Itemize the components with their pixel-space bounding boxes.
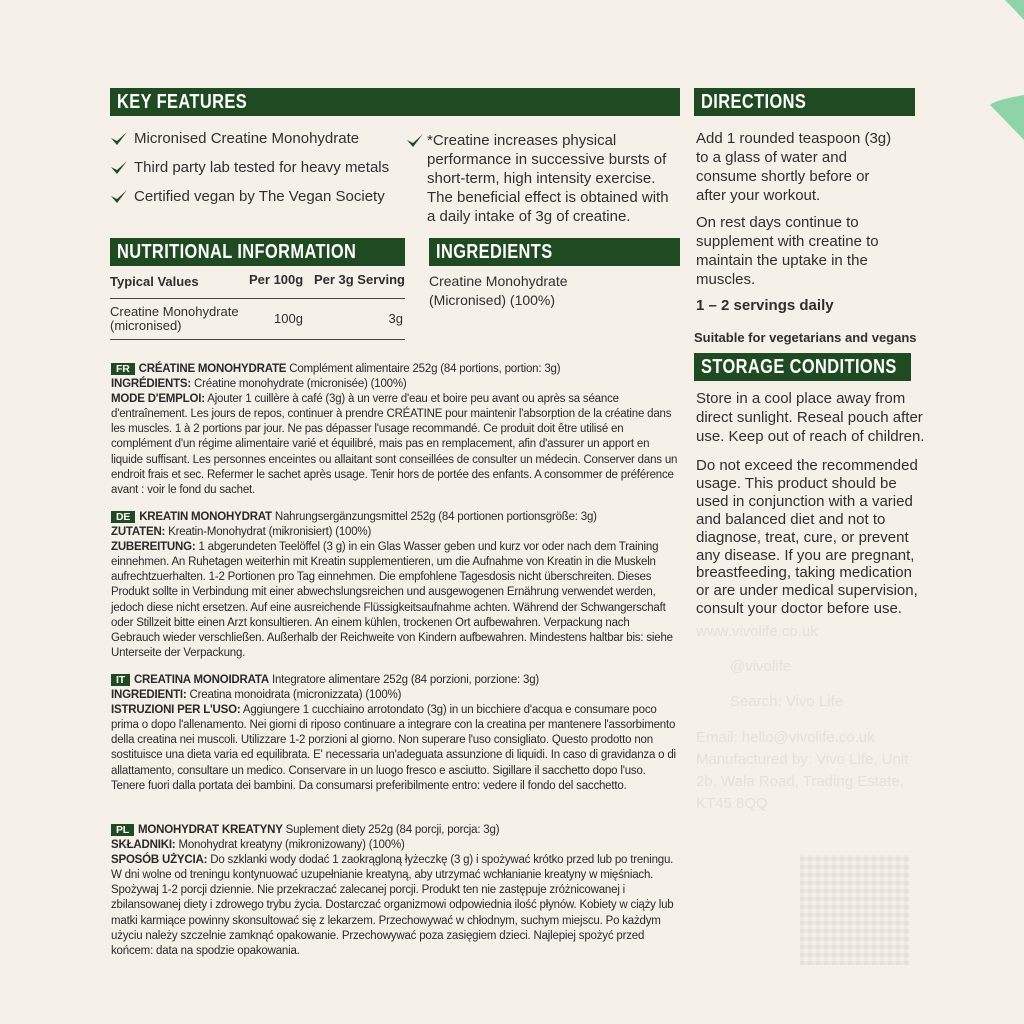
check-icon [406,133,424,149]
ingredients-text: Creatine Monohydrate (Micronised) (100%) [429,273,568,308]
lang-text: Do szklanki wody dodać 1 zaokrągloną łyżeczkę (3 g) i spożywać krótko przed lub po treningu. W dni wolne od treningu kontynuować uzupełnianie kreatyną, aby utrzymać wchłanianie kreatyny w mięśniach. Spożywaj 1-2 porcji dziennie. Nie przekraczać zalecanej porcji. Produkt ten nie zastępuje zróżnicowanej i zbilansowanej diety i zdrowego trybu życia. Dostarczać organizmowi odpowiednia ilość płynów. Kobiety w ciąży lub matki karmiące powinny skonsultować się z lekarzem. Przechowywać w chłodnym, suchym miejscu. Po każdym użyciu należy szczelnie zamknąć opakowanie. Przechowywać poza zasięgiem dzieci. Najlepiej spożyć przed końcem: data na spodzie opakowania. [111,854,674,957]
directions-rest-days: On rest days continue to supplement with creatine to maintain the uptake in the muscles. [696,214,879,288]
nutrition-col-header: Typical Values [110,274,199,289]
website-text: www.vivolife.co.uk [696,623,818,640]
lang-label: ISTRUZIONI PER L'USO: [111,704,241,717]
lang-label: SPOSÓB UŻYCIA: [111,854,208,867]
lang-heading: CRÉATINE MONOHYDRATE [138,363,287,375]
nutrition-row-label: Creatine Monohydrate (micronised) [110,304,239,333]
check-icon [110,131,128,147]
lang-text: Créatine monohydrate (micronisée) (100%) [191,378,407,391]
check-icon [110,189,128,205]
suitable-text: Suitable for vegetarians and vegans [694,330,917,345]
servings-text: 1 – 2 servings daily [696,297,834,314]
creatine-claim: *Creatine increases physical performance in successive bursts of short-term, high intensity exercise. The beneficial effect is obtained with a daily intake of 3g of creatine. [427,132,669,225]
nutrition-col-header: Per 100g [249,272,304,287]
feature-item: Micronised Creatine Monohydrate [134,130,360,147]
lang-text: Monohydrat kreatyny (mikronizowany) (100%) [175,839,405,852]
feature-item: Certified vegan by The Vegan Society [134,188,385,205]
lang-subheading: Nahrungsergänzungsmittel 252g (84 portionen portionsgröße: 3g) [271,511,597,523]
storage-text: Store in a cool place away from direct sunlight. Reseal pouch after use. Keep out of reach of children. [696,390,925,445]
lang-text: Aggiungere 1 cucchiaino arrotondato (3g) in un bicchiere d'acqua e consumare poco prima o dopo l'allenamento. Nei giorni di riposo continuare a integrare con la creatina per mantenere l'assorbimento della creatina nei muscoli. Utilizzare 1-2 porzioni al giorno. Non superare l'uso consigliato. Questo prodotto non sostituisce una dieta varia ed equilibrata. E' necessaria un'adeguata assunzione di liquidi. In caso di gravidanza o di allattamento, consultare un medico. Conservare in un luogo fresco e asciutto. Sigillare il sacchetto dopo l'uso. Tenere fuori dalla portata dei bambini. Da consumarsi preferibilmente entro: vedere il fondo del sacchetto. [111,704,676,792]
feature-item: Third party lab tested for heavy metals [134,159,390,176]
nutrition-row-value: 100g [274,311,303,326]
translation-fr [111,362,681,498]
lang-text: Creatina monoidrata (micronizzata) (100%) [186,689,402,702]
check-icon [110,160,128,176]
translation-pl [111,823,681,959]
leaf-decoration-icon [985,0,1024,160]
translation-it [111,673,681,794]
lang-heading: MONOHYDRAT KREATYNY [138,824,283,836]
lang-text: Ajouter 1 cuillère à café (3g) à un verre d'eau et boire peu avant ou après sa séance d'entraînement. Les jours de repos, continuer à prendre CRÉATINE pour maintenir l'absorption de la créatine dans les muscles. 1 à 2 portions par jour. Ne pas dépasser l'usage recommandé. Ce produit doit être utilisé en complément d'un régime alimentaire varié et équilibré, mais pas en remplacement, afin d'assurer un apport en liquide suffisant. Les personnes enceintes ou allaitant sont conseillées de consulter un médecin. Conserver dans un endroit frais et sec. Refermer le sachet après usage. Tenir hors de portée des enfants. A consommer de préférence avant : voir le fond du sachet. [111,393,678,496]
directions-text: Add 1 rounded teaspoon (3g) to a glass of water and consume shortly before or after your workout. [696,130,892,204]
key-features-header: KEY FEATURES [110,88,680,116]
nutrition-table [110,272,405,340]
lang-badge: PL [111,824,134,836]
address-text: Email: hello@vivolife.co.uk Manufactured by: Vivo Life, Unit 2b, Wala Road, Trading Estate, KT45 8QQ [696,729,909,812]
lang-subheading: Suplement diety 252g (84 porcji, porcja: 3g) [282,824,500,836]
lang-heading: KREATIN MONOHYDRAT [139,511,272,523]
nutrition-header: NUTRITIONAL INFORMATION [110,238,405,266]
lang-badge: FR [111,363,135,375]
lang-heading: CREATINA MONOIDRATA [133,674,269,686]
warning-text: Do not exceed the recommended usage. This product should be used in conjunction with a varied and balanced diet and not to diagnose, treat, cure, or prevent any disease. If you are pregnant, breastfeeding, taking medication or are under medical supervision, consult your doctor before use. [696,457,918,618]
lang-badge: IT [111,674,130,686]
lang-subheading: Complément alimentaire 252g (84 portions, portion: 3g) [286,363,561,375]
storage-header: STORAGE CONDITIONS [694,353,911,381]
lang-badge: DE [111,511,135,523]
translation-de [111,510,681,661]
lang-label: SKŁADNIKI: [111,839,176,852]
nutrition-row-value: 3g [388,311,403,326]
lang-text: Kreatin-Monohydrat (mikronisiert) (100%) [165,526,372,539]
ingredients-header: INGREDIENTS [429,238,680,266]
lang-text: 1 abgerundeten Teelöffel (3 g) in ein Glas Wasser geben und kurz vor oder nach dem Training einnehmen. An Ruhetagen weiterhin mit Kreatin supplementieren, um die Aufnahme von Kreatin in die Muskeln aufrechtzuerhalten. 1-2 Portionen pro Tag einnehmen. Die empfohlene Tagesdosis nicht überschreiten. Dieses Produkt sollte in Verbindung mit einer abwechslungsreichen und ausgewogenen Ernährung verwendet werden, jedoch diese nicht ersetzen. Auf eine ausreichende Flüssigkeitsaufnahme achten. Während der Schwangerschaft oder Stillzeit bitte einen Arzt konsultieren. An einem kühlen, trockenen Ort aufbewahren. Verpackung nach Gebrauch wieder verschließen. Außerhalb der Reichweite von Kindern aufbewahren. Mindestens haltbar bis: siehe Unterseite der Verpackung. [111,541,673,659]
lang-label: MODE D'EMPLOI: [111,393,205,406]
lang-subheading: Integratore alimentare 252g (84 porzioni, porzione: 3g) [268,674,540,686]
youtube-text: Search: Vivo Life [730,693,844,710]
nutrition-col-header: Per 3g Serving [313,272,405,287]
lang-label: INGRÉDIENTS: [111,378,192,391]
lang-label: INGREDIENTI: [111,689,187,702]
divider [110,339,405,340]
lang-label: ZUBEREITUNG: [111,541,196,554]
instagram-text: @vivolife [730,658,792,675]
directions-header: DIRECTIONS [694,88,915,116]
qr-code [800,855,910,965]
lang-label: ZUTATEN: [111,526,166,539]
